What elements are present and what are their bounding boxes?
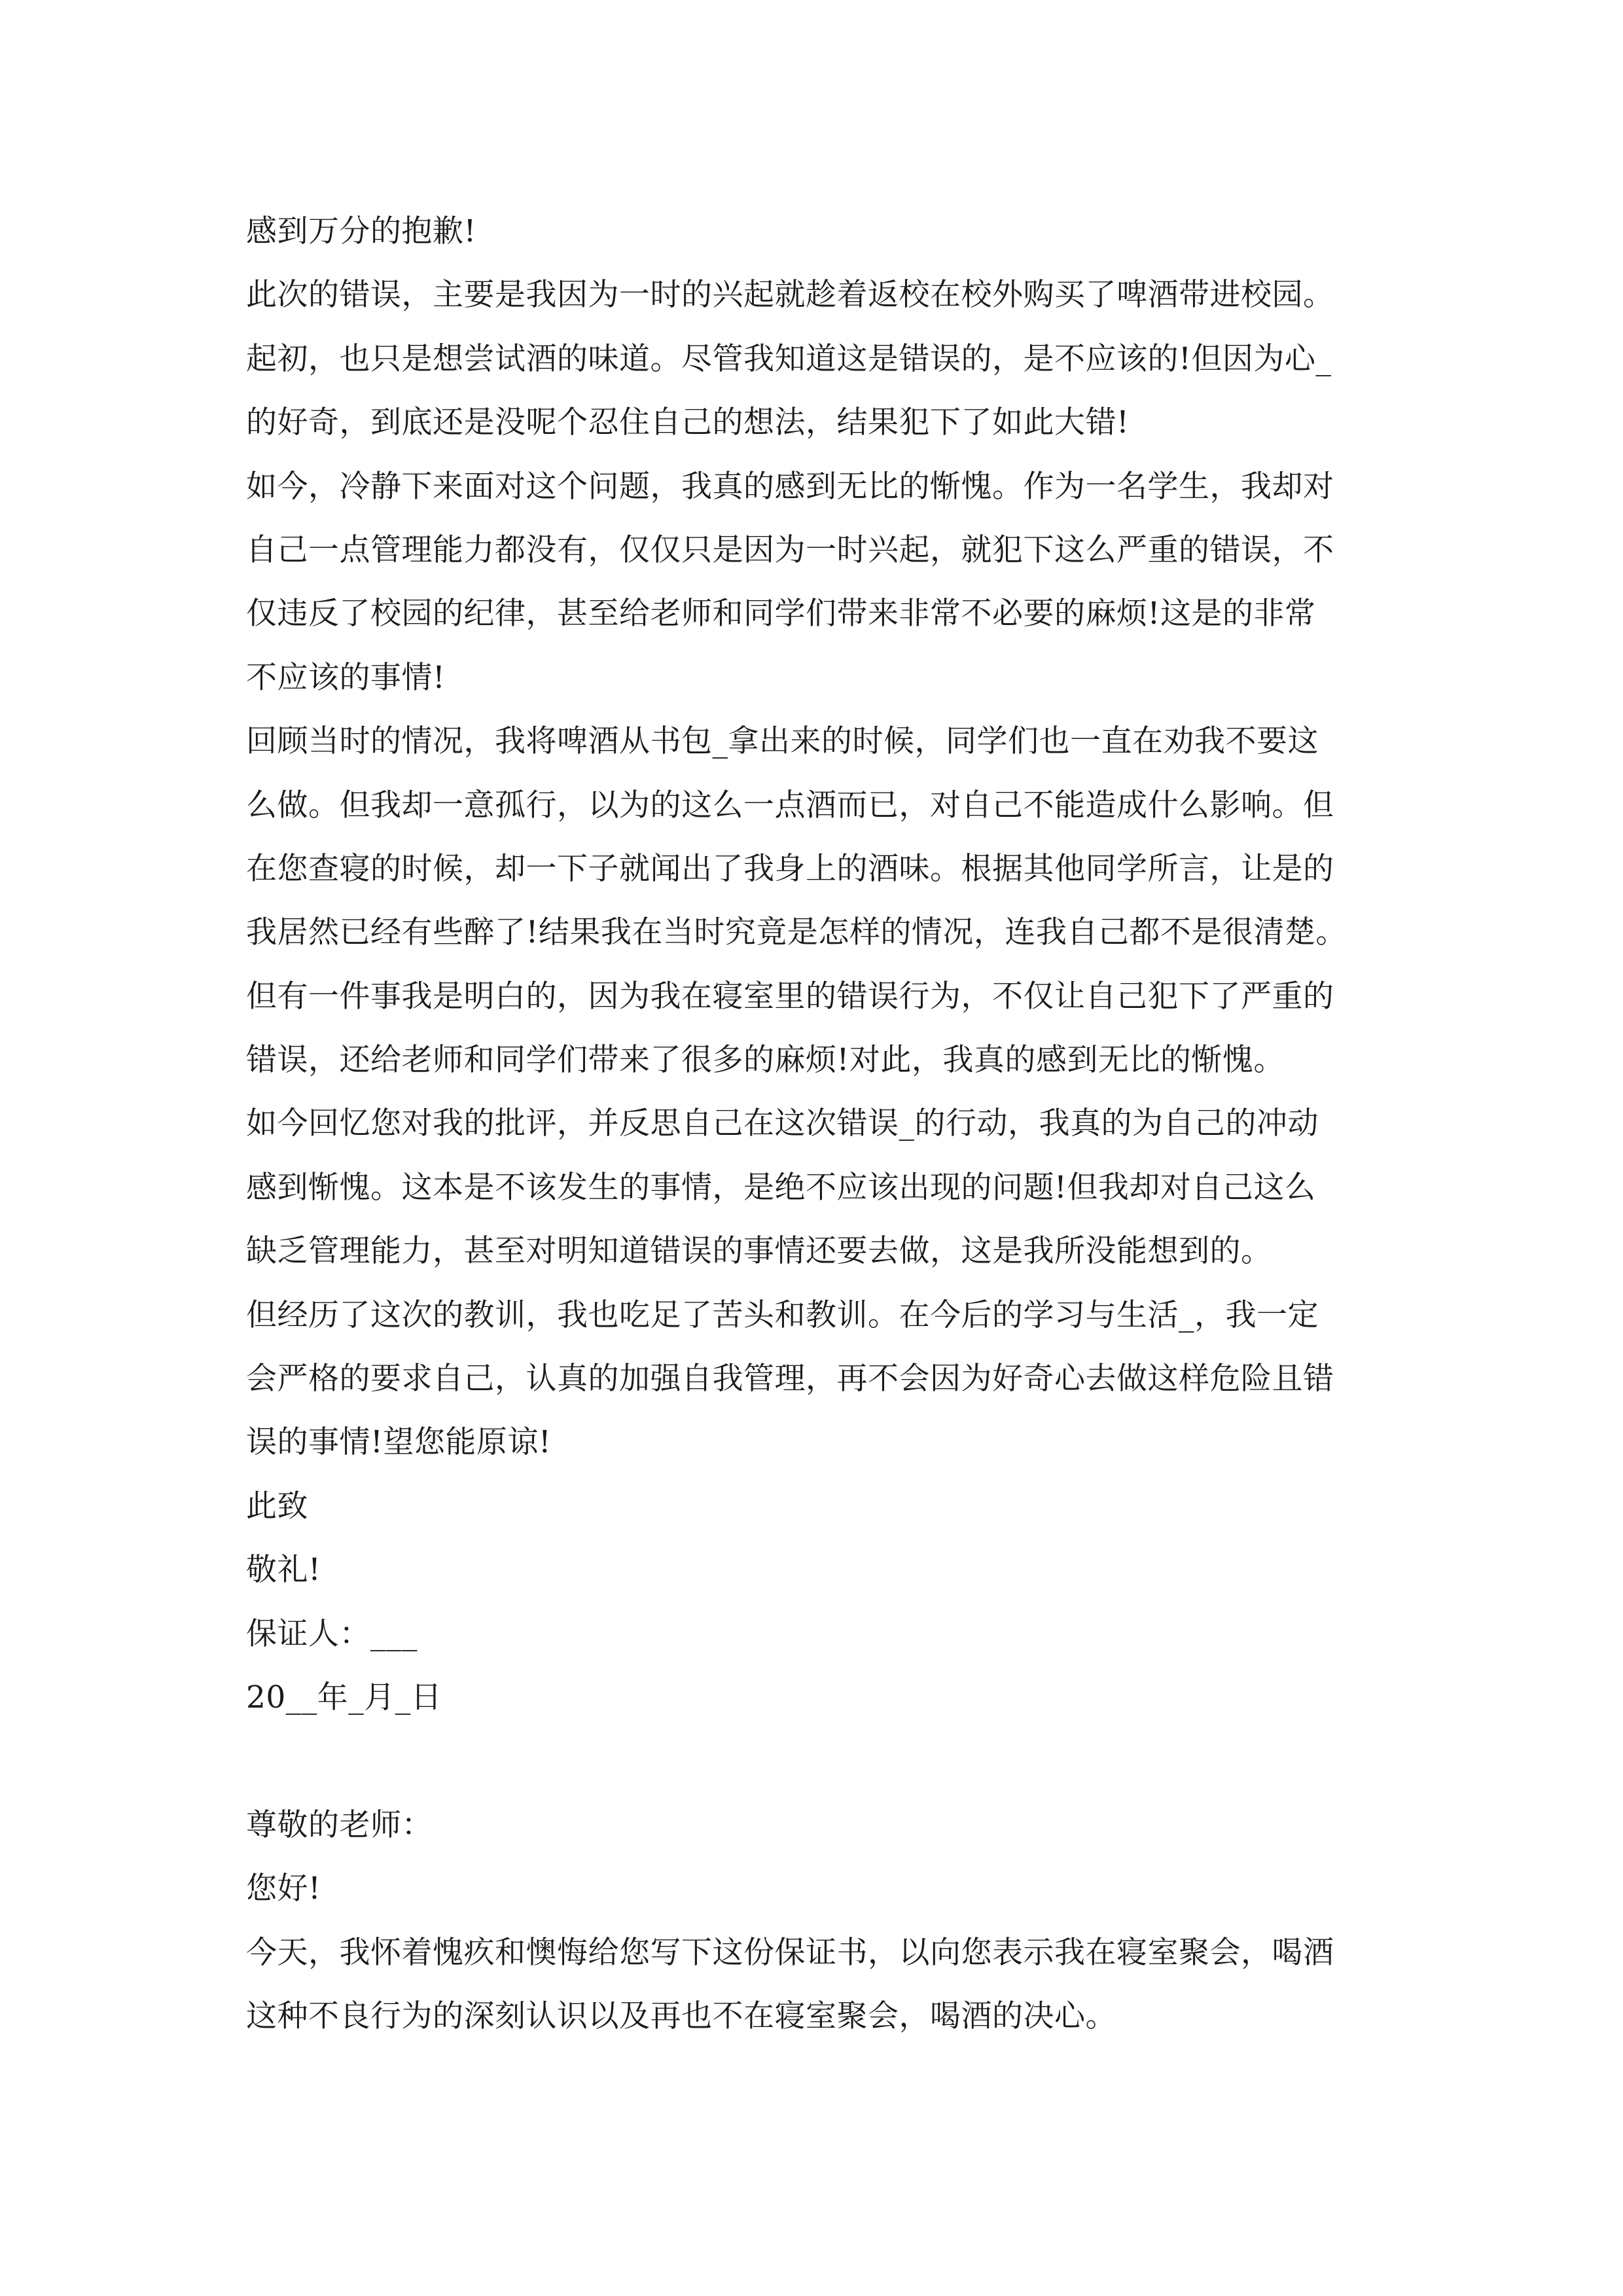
text-line: 回顾当时的情况，我将啤酒从书包_拿出来的时候，同学们也一直在劝我不要这 — [246, 723, 1319, 760]
text-line: 但经历了这次的教训，我也吃足了苦头和教训。在今后的学习与生活_，我一定 — [246, 1297, 1319, 1333]
text-line: 缺乏管理能力，甚至对明知道错误的事情还要去做，这是我所没能想到的。 — [246, 1233, 1272, 1270]
text-line: 如今，冷静下来面对这个问题，我真的感到无比的惭愧。作为一名学生，我却对 — [246, 468, 1334, 505]
text-line: 会严格的要求自己，认真的加强自我管理，再不会因为好奇心去做这样危险且错 — [246, 1361, 1334, 1397]
greeting-line: 尊敬的老师： — [246, 1806, 433, 1843]
hello-line: 您好! — [246, 1871, 321, 1907]
letter-separator — [246, 1729, 1398, 1793]
closing-line: 此致 — [246, 1488, 308, 1524]
text-line: 么做。但我却一意孤行，以为的这么一点酒而已，对自己不能造成什么影响。但 — [246, 787, 1334, 823]
text-line: 今天，我怀着愧疚和懊悔给您写下这份保证书，以向您表示我在寝室聚会，喝酒 — [246, 1934, 1334, 1971]
text-line: 这种不良行为的深刻认识以及再也不在寝室聚会，喝酒的决心。 — [246, 1998, 1116, 2034]
text-line: 的好奇，到底还是没呢个忍住自己的想法，结果犯下了如此大错! — [246, 404, 1130, 441]
signer-line: 保证人：___ — [246, 1615, 418, 1652]
text-line: 感到惭愧。这本是不该发生的事情，是绝不应该出现的问题!但我却对自己这么 — [246, 1169, 1316, 1206]
text-line: 仅违反了校园的纪律，甚至给老师和同学们带来非常不必要的麻烦!这是的非常 — [246, 596, 1316, 632]
date-line: 20__年_月_日 — [246, 1679, 442, 1715]
text-line: 在您查寝的时候，却一下子就闻出了我身上的酒味。根据其他同学所言，让是的 — [246, 850, 1334, 887]
text-line: 感到万分的抱歉! — [246, 213, 476, 249]
text-line: 自己一点管理能力都没有，仅仅只是因为一时兴起，就犯下这么严重的错误，不 — [246, 531, 1334, 568]
text-line: 我居然已经有些醉了!结果我在当时究竟是怎样的情况，连我自己都不是很清楚。 — [246, 914, 1347, 951]
text-line: 起初，也只是想尝试酒的味道。尽管我知道这是错误的，是不应该的!但因为心_ — [246, 340, 1332, 377]
text-line: 错误，还给老师和同学们带来了很多的麻烦!对此，我真的感到无比的惭愧。 — [246, 1042, 1285, 1079]
text-line: 此次的错误，主要是我因为一时的兴起就趁着返校在校外购买了啤酒带进校园。 — [246, 277, 1334, 314]
salute-line: 敬礼! — [246, 1552, 321, 1588]
text-line: 误的事情!望您能原谅! — [246, 1424, 552, 1461]
text-line: 如今回忆您对我的批评，并反思自己在这次错误_的行动，我真的为自己的冲动 — [246, 1105, 1319, 1142]
text-line: 但有一件事我是明白的，因为我在寝室里的错误行为，不仅让自己犯下了严重的 — [246, 978, 1334, 1014]
text-line: 不应该的事情! — [246, 659, 446, 696]
document-body — [246, 200, 1398, 2048]
